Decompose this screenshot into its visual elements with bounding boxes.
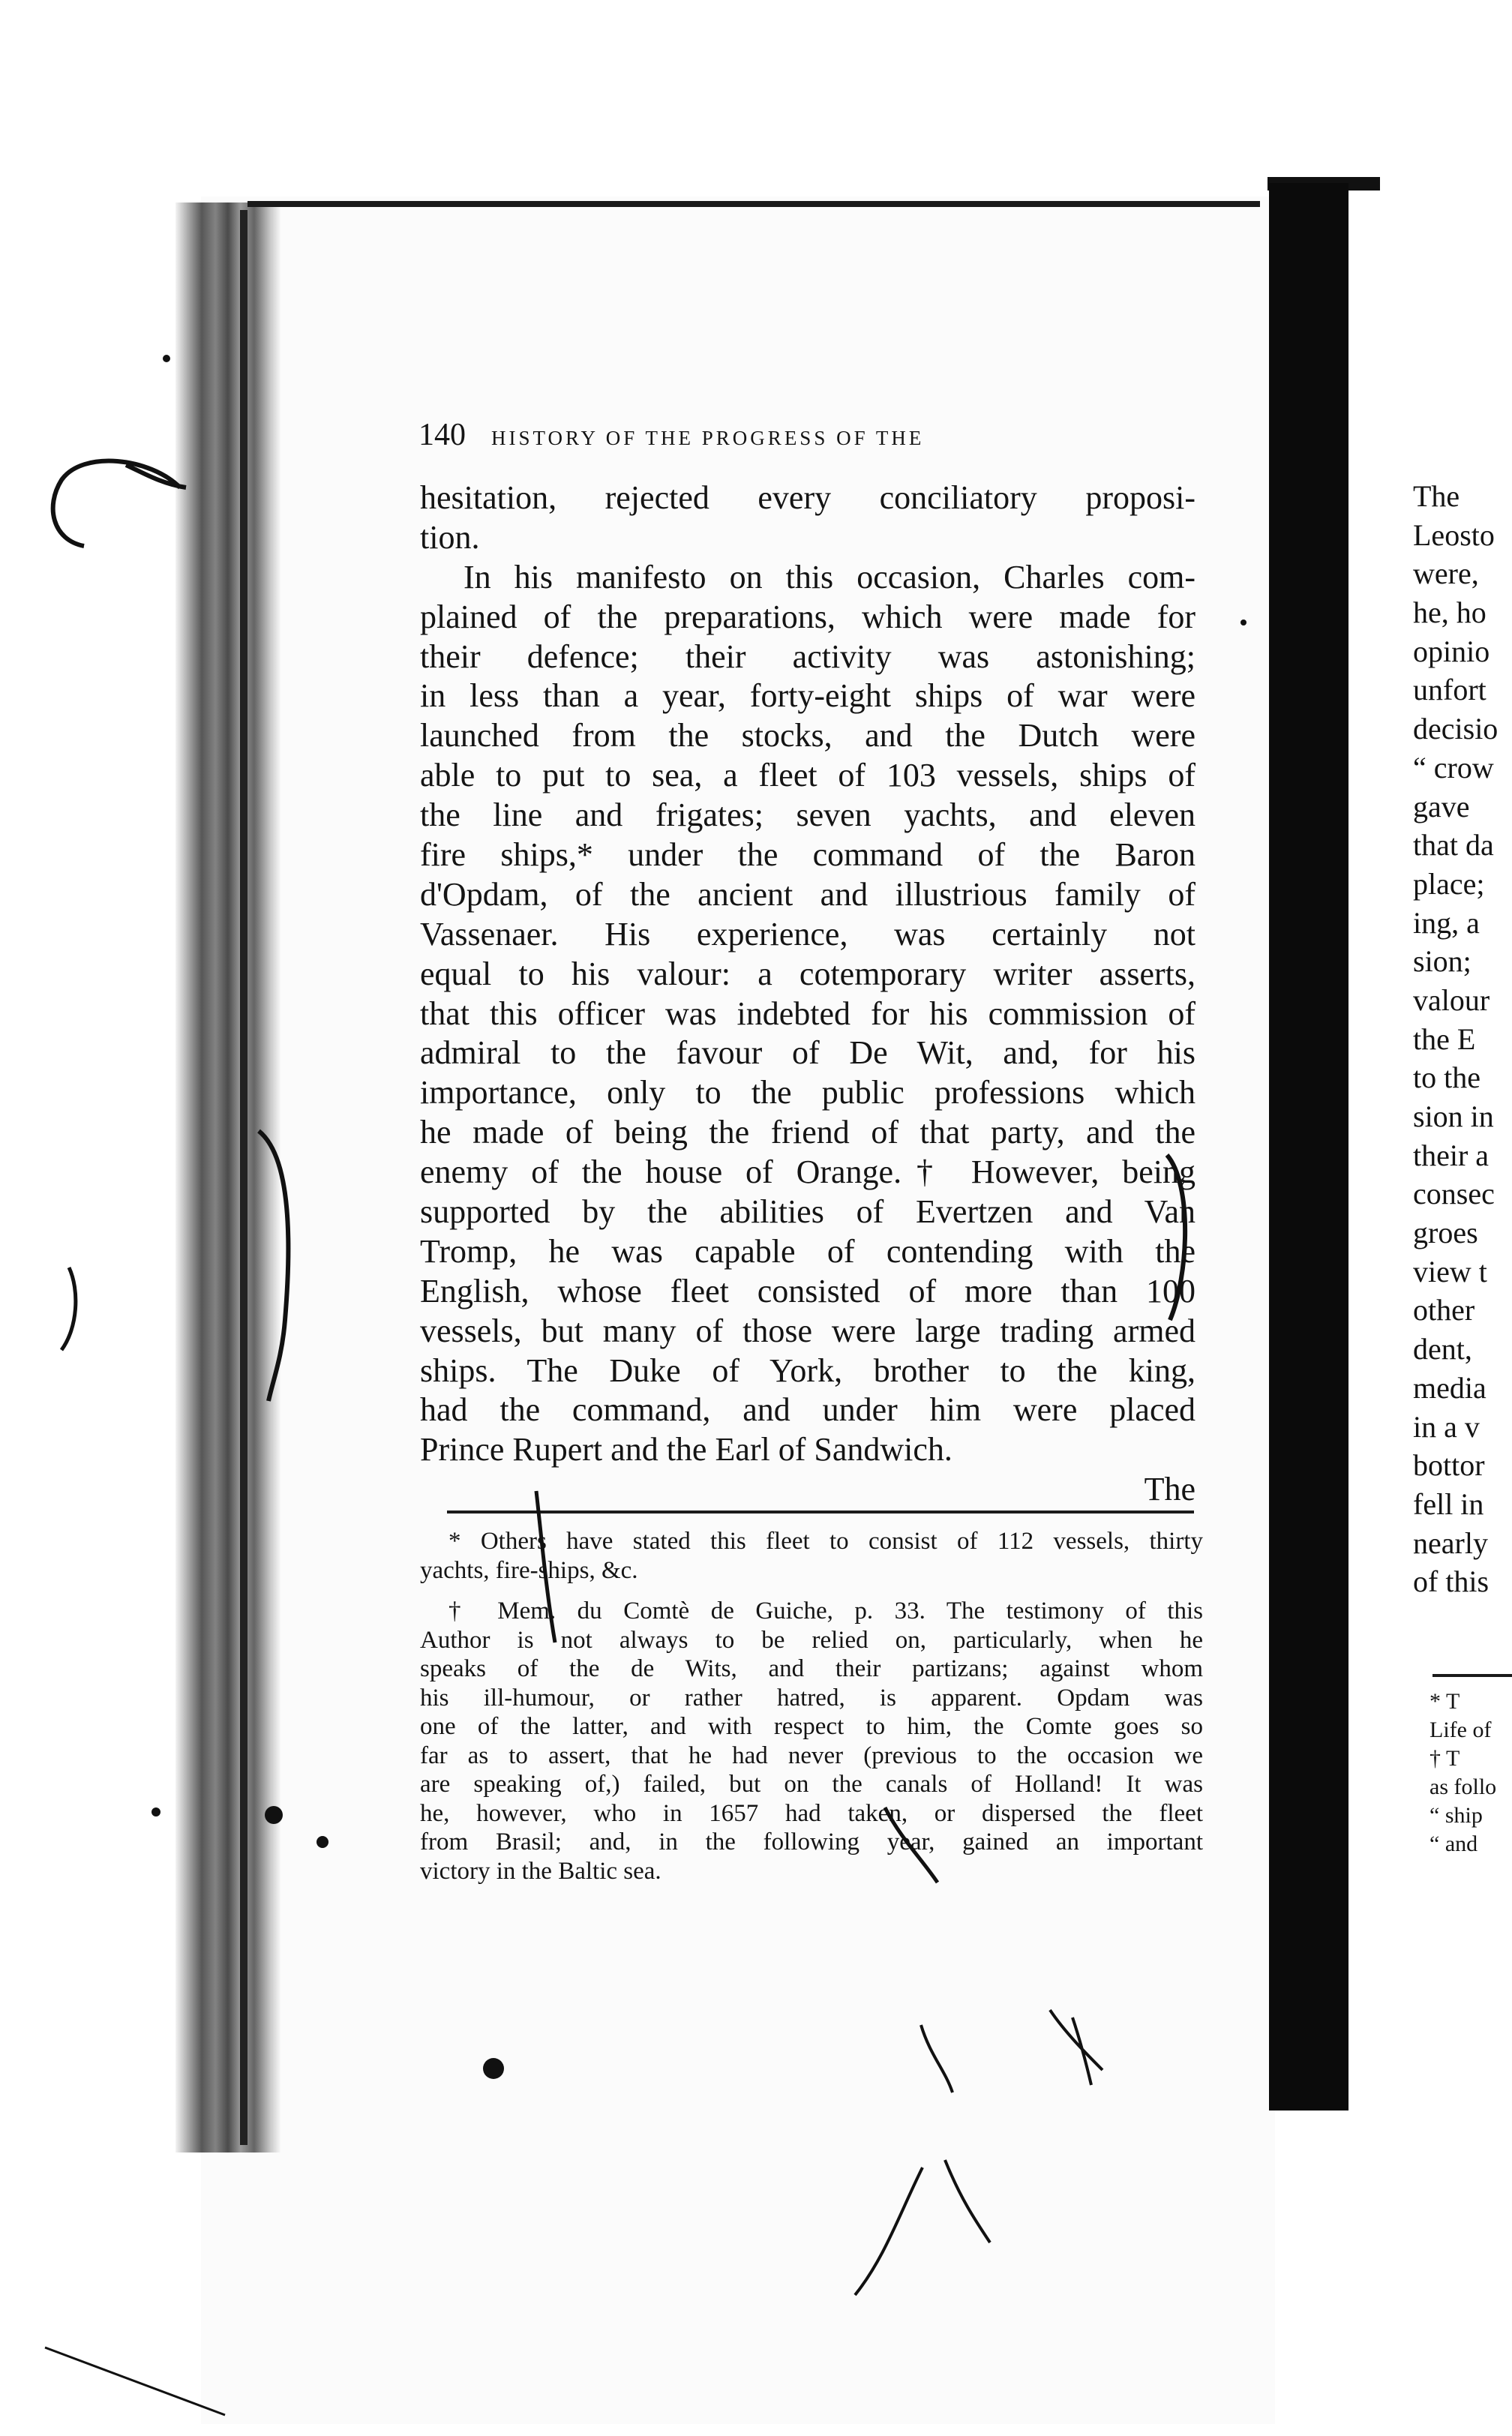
running-head-title: HISTORY OF THE PROGRESS OF THE xyxy=(491,427,925,449)
margin-scribble-mark xyxy=(53,461,186,546)
text-line: that this officer was indebted for his commission of xyxy=(420,994,1196,1032)
right-text-line: Leosto xyxy=(1413,518,1495,552)
footnote-line: victory in the Baltic sea. xyxy=(420,1857,662,1885)
ink-blot-mark xyxy=(265,1806,283,1824)
text-line: in less than a year, forty-eight ships of war were xyxy=(420,677,1196,715)
right-text-line: he, ho xyxy=(1413,596,1486,630)
ink-blot-mark xyxy=(152,1808,160,1816)
right-text-line: unfort xyxy=(1413,673,1486,707)
right-text-line: to the xyxy=(1413,1060,1480,1095)
footnote-line: he, however, who in 1657 had taken, or dispersed the fleet xyxy=(420,1799,1203,1827)
right-text-line: nearly xyxy=(1413,1526,1488,1560)
ink-stroke-mark xyxy=(536,1491,555,1642)
footnote-line: * Others have stated this fleet to consist of 112 vessels, thirty xyxy=(448,1528,1203,1555)
text-bracket-mark xyxy=(1167,1155,1185,1320)
right-text-line: in a v xyxy=(1413,1409,1480,1444)
right-footnote-line: * T xyxy=(1430,1689,1460,1714)
text-line: launched from the stocks, and the Dutch were xyxy=(420,717,1196,754)
text-line: d'Opdam, of the ancient and illustrious family of xyxy=(420,875,1196,913)
right-text-line: sion; xyxy=(1413,944,1472,979)
margin-bracket-mark xyxy=(62,1268,76,1350)
text-line: Tromp, he was capable of contending with the xyxy=(420,1232,1196,1270)
right-text-line: “ crow xyxy=(1413,750,1494,784)
text-line: able to put to sea, a fleet of 103 vessels, ships of xyxy=(420,757,1196,794)
ink-stroke-mark xyxy=(885,1808,938,1882)
right-text-line: the E xyxy=(1413,1022,1476,1056)
footnote-line: yachts, fire-ships, &c. xyxy=(420,1556,638,1584)
right-footnote-line: as follo xyxy=(1430,1774,1497,1799)
right-footnote-line: “ ship xyxy=(1430,1803,1483,1828)
text-line: admiral to the favour of De Wit, and, for his xyxy=(420,1034,1196,1072)
ink-stroke-mark xyxy=(45,2348,225,2415)
text-line: enemy of the house of Orange.† However, being xyxy=(420,1154,1196,1191)
right-text-line: valour xyxy=(1413,982,1490,1017)
ink-blot-mark xyxy=(163,355,170,362)
right-text-line: ing, a xyxy=(1413,905,1480,940)
text-line: supported by the abilities of Evertzen and Van xyxy=(420,1193,1196,1231)
margin-bracket-mark xyxy=(259,1131,288,1401)
text-line: equal to his valour: a cotemporary writer asserts, xyxy=(420,955,1196,992)
right-text-line: bottor xyxy=(1413,1448,1485,1483)
text-line: importance, only to the public professions which xyxy=(420,1074,1196,1112)
right-footnote-line: “ and xyxy=(1430,1832,1478,1856)
footnote-line: are speaking of,) failed, but on the canals of Holland! It was xyxy=(420,1771,1203,1798)
text-line: fire ships,* under the command of the Baron xyxy=(420,836,1196,874)
right-text-line: fell in xyxy=(1413,1486,1484,1521)
right-text-line: their a xyxy=(1413,1138,1490,1172)
text-line: Prince Rupert and the Earl of Sandwich. xyxy=(420,1431,952,1468)
right-text-line: that da xyxy=(1413,828,1494,862)
footnote-line: far as to assert, that he had never (previous to the occasion we xyxy=(420,1742,1203,1769)
right-text-line: gave xyxy=(1413,789,1470,824)
footnote-line: † Mem. du Comtè de Guiche, p. 33. The testimony of this xyxy=(448,1598,1203,1624)
page-number: 140 xyxy=(418,418,466,452)
right-text-line: dent, xyxy=(1413,1332,1472,1366)
text-line: plained of the preparations, which were made for xyxy=(420,598,1196,635)
ink-blot-mark xyxy=(483,2058,504,2079)
footnote-line: Author is not always to be relied on, particularly, when he xyxy=(420,1626,1203,1654)
catchword: The xyxy=(1144,1471,1196,1508)
right-footnote-line: Life of xyxy=(1430,1718,1492,1742)
text-line: had the command, and under him were placed xyxy=(420,1391,1196,1429)
text-line: Vassenaer. His experience, was certainly not xyxy=(420,915,1196,952)
text-line: In his manifesto on this occasion, Charles com- xyxy=(464,558,1196,596)
text-line: tion. xyxy=(420,518,480,556)
right-text-line: media xyxy=(1413,1370,1486,1405)
text-line: vessels, but many of those were large trading armed xyxy=(420,1312,1196,1349)
ink-stroke-mark xyxy=(921,2025,952,2092)
footnote-line: one of the latter, and with respect to him, the Comte goes so xyxy=(420,1713,1203,1740)
right-footnote-line: † T xyxy=(1430,1746,1460,1771)
text-line: he made of being the friend of that party, and the xyxy=(420,1114,1196,1151)
right-text-line: sion in xyxy=(1413,1100,1494,1133)
right-text-line: opinio xyxy=(1413,634,1490,668)
right-text-line: of this xyxy=(1413,1564,1490,1599)
footnote-line: from Brasil; and, in the following year, gained an important xyxy=(420,1828,1203,1856)
ink-blot-mark xyxy=(316,1836,328,1848)
text-line: English, whose fleet consisted of more than 100 xyxy=(420,1272,1196,1310)
right-text-line: other xyxy=(1413,1293,1475,1328)
text-line: their defence; their activity was astonishing; xyxy=(420,638,1196,675)
ink-stroke-mark xyxy=(855,2160,990,2295)
right-text-line: decisio xyxy=(1413,712,1498,746)
ink-blot-mark xyxy=(1240,620,1246,626)
ink-stroke-mark xyxy=(1050,2010,1102,2085)
right-text-line: groes xyxy=(1413,1216,1478,1250)
text-line: ships. The Duke of York, brother to the king, xyxy=(420,1352,1196,1389)
footnote-line: speaks of the de Wits, and their partizans; against whom xyxy=(420,1655,1203,1682)
right-text-line: consec xyxy=(1413,1177,1495,1211)
right-text-line: place; xyxy=(1413,866,1485,901)
right-text-line: The xyxy=(1413,479,1460,513)
right-text-line: view t xyxy=(1413,1254,1487,1288)
text-line: hesitation, rejected every conciliatory proposi- xyxy=(420,479,1196,516)
right-text-line: were, xyxy=(1413,556,1479,591)
text-line: the line and frigates; seven yachts, and eleven xyxy=(420,796,1196,834)
footnote-line: his ill-humour, or rather hatred, is apparent. Opdam was xyxy=(420,1684,1203,1712)
